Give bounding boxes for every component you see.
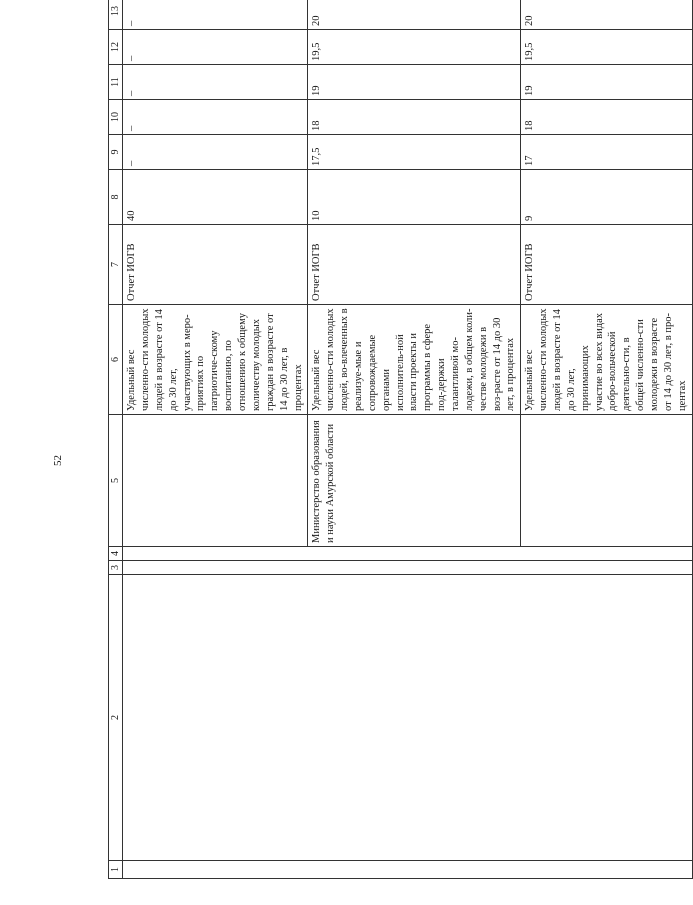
header-row: [109, 0, 123, 879]
header-cell: 12: [109, 30, 123, 65]
cell-value: 19: [521, 65, 692, 100]
cell-responsible: Министерство образования и науки Амурской области: [308, 415, 521, 547]
cell-value: 18: [308, 100, 521, 135]
cell-source: Отчет ИОГВ: [308, 225, 521, 305]
cell-responsible: [123, 415, 308, 547]
cell-indicator: Удельный вес численно-сти молодых людей, во-влеченных в реализуе-мые и сопровождаемые органами исполнитель-ной власти проекты и программы в сфере под-держки талантливой мо-лодежи, в общем коли-честве молодежи в воз-расте от 14 до 30 лет, в процентах: [308, 305, 521, 415]
cell-col3: [123, 561, 692, 575]
cell-value: 19,5: [308, 30, 521, 65]
table-container: [108, 6, 688, 879]
cell-indicator: Удельный вес численно-сти молодых людей в возрасте от 14 до 30 лет, принимающих участие во всех видах добро-вольческой деятельно-сти, в общей численно-сти молодежи в возрасте от 14 до 30 лет, в про-центах: [521, 305, 692, 415]
rotated-table: [108, 6, 688, 879]
cell-value: –: [123, 30, 308, 65]
header-cell: 5: [109, 415, 123, 547]
header-cell: 8: [109, 170, 123, 225]
header-cell: 13: [109, 0, 123, 30]
cell-value: 9: [521, 170, 692, 225]
table-row: [123, 0, 308, 879]
cell-value: 20: [308, 0, 521, 30]
header-cell: 1: [109, 861, 123, 879]
header-cell: 11: [109, 65, 123, 100]
cell-indicator: Удельный вес численно-сти молодых людей в возрасте от 14 до 30 лет, участвующих в меро-приятиях по патриотиче-скому воспитанию, по отношению к общему количеству молодых граждан в возрасте от 14 до 30 лет, в процентах: [123, 305, 308, 415]
cell-value: –: [123, 65, 308, 100]
cell-responsible: [521, 415, 692, 547]
header-cell: 6: [109, 305, 123, 415]
cell-source: Отчет ИОГВ: [521, 225, 692, 305]
header-cell: 2: [109, 575, 123, 861]
cell-value: –: [123, 135, 308, 170]
header-cell: 3: [109, 561, 123, 575]
cell-value: 17: [521, 135, 692, 170]
cell-value: 10: [308, 170, 521, 225]
cell-value: 18: [521, 100, 692, 135]
indicators-table: [108, 0, 693, 879]
cell-value: 20: [521, 0, 692, 30]
cell-value: –: [123, 0, 308, 30]
header-cell: 7: [109, 225, 123, 305]
cell-value: 19: [308, 65, 521, 100]
cell-source: Отчет ИОГВ: [123, 225, 308, 305]
header-cell: 9: [109, 135, 123, 170]
header-cell: 10: [109, 100, 123, 135]
header-cell: 4: [109, 547, 123, 561]
page-number: 52: [52, 455, 64, 466]
cell-value: 40: [123, 170, 308, 225]
cell-col4: [123, 547, 692, 561]
cell-value: –: [123, 100, 308, 135]
cell-value: 17,5: [308, 135, 521, 170]
cell-value: 19,5: [521, 30, 692, 65]
cell-col2: [123, 575, 692, 861]
cell-col1: [123, 861, 692, 879]
